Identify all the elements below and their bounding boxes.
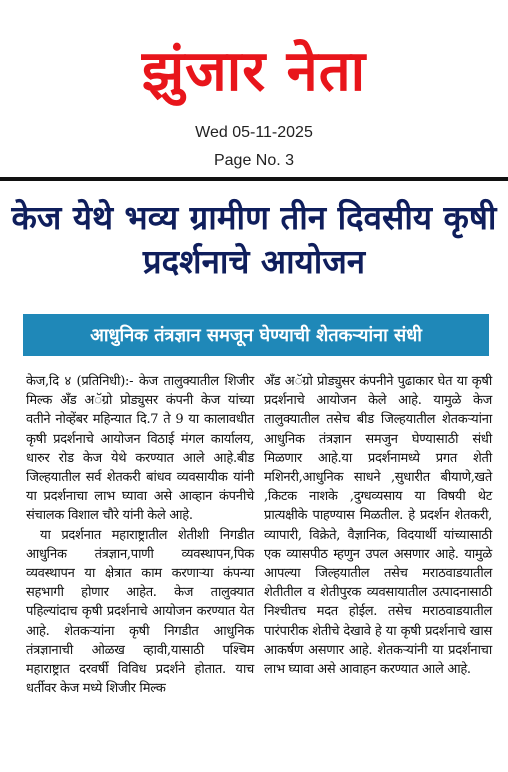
subheadline-banner (23, 314, 489, 356)
masthead-divider (0, 177, 508, 181)
article-headline: केज येथे भव्य ग्रामीण तीन दिवसीय कृषी प्रदर्शनाचे आयोजन (11, 198, 497, 281)
article-column-left (26, 372, 254, 698)
page-number: Page No. 3 (213, 152, 295, 169)
article-subheadline: आधुनिक तंत्रज्ञान समजून घेण्याची शेतकऱ्यांना संधी (90, 325, 422, 346)
publication-date: Wed 05-11-2025 (195, 124, 313, 141)
article-paragraph: अँड अॅग्रो प्रोड्युसर कंपनीने पुढाकार घेत या कृषी प्रदर्शनाचे आयोजन केले आहे. यामुळे केज तालुक्यातील तसेच बीड जिल्हयातील शेतकऱ्यांना आधुनिक तंत्रज्ञान समजुन घेण्यासाठी संधी मिळणार आहे.या प्रदर्शनामध्ये प्रगत शेती मशिनरी,आधुनिक साधने ,सुधारीत बीयाणे,खते ,किटक नाशके ,दुग्धव्यसाय या विषयी थेट प्रात्यक्षीके पाहण्यास मिळतील. हे प्रदर्शन शेतकरी, व्यापारी, विक्रेते, वैज्ञानिक, विदयार्थी यांच्यासाठी एक व्यासपीठ म्हणुन उपल असणार आहे. यामुळे आपल्या जिल्हयातील तसेच मराठवाडयातील शेतीतील व शेतीपुरक व्यवसायातील उत्पादनासाठी निश्चीतच मदत होईल. तसेच मराठवाडयातील पारंपारीक शेतीचे देखावे हे या कृषी प्रदर्शनाचे खास आकर्षण असणार आहे. शेतकऱ्यांनी या प्रदर्शनाचा लाभ घ्यावा असे आवाहन करण्यात आले आहे. (264, 374, 492, 678)
article-column-right (264, 372, 492, 679)
article-paragraph: केज,दि ४ (प्रतिनिधी):- केज तालुक्यातील शिजीर मिल्क अँड अॅग्रो प्रोड्युसर कंपनी केज यांच्या वतीने नोव्हेंबर महिन्यात दि.7 ते 9 या कालावधीत कृषी प्रदर्शनाचे आयोजन विठाई मंगल कार्यालय, धारुर रोड केज येथे करण्यात आले आहे.बीड जिल्हयातील सर्व शेतकरी बांधव व्यवसायीक यांनी या प्रदर्शनाचा लाभ घ्यावा असे आव्हान कंपनीचे संचालक विशाल चौरे यांनी केले आहे. (26, 374, 254, 524)
newspaper-masthead: झुंजार नेता (141, 39, 367, 104)
article-paragraph: या प्रदर्शनात महाराष्ट्रातील शेतीशी निगडीत आधुनिक तंत्रज्ञान,पाणी व्यवस्थापन,पिक व्यवस्थापन या क्षेत्रात काम करणाऱ्या कंपन्या सहभागी होणार आहेत. केज तालुक्यात पहिल्यांदाच कृषी प्रदर्शनाचे आयोजन करण्यात येत आहे. शेतकऱ्यांना कृषी निगडीत आधुनिक तंत्रज्ञानाची ओळख व्हावी,यासाठी पश्चिम महाराष्ट्रात दरवर्षी विविध प्रदर्शने होतात. याच धर्तीवर केज मध्ये शिजीर मिल्क (26, 527, 254, 697)
